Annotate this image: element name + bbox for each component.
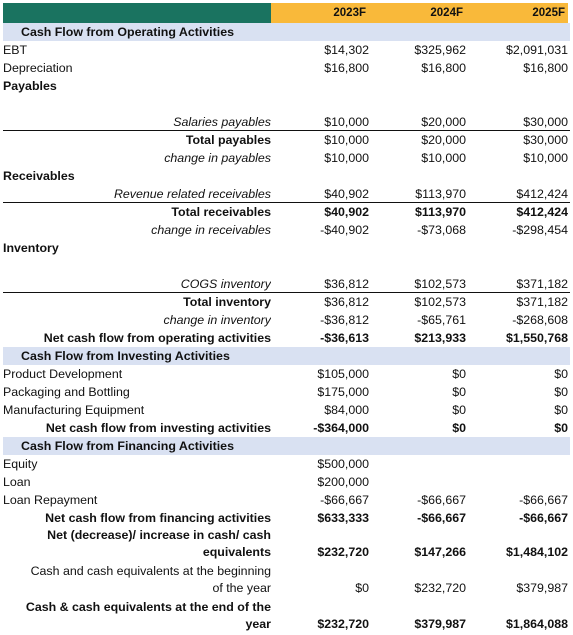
value-2024: $379,987 xyxy=(414,617,466,631)
row-total-payables xyxy=(3,131,570,149)
value-2024: $20,000 xyxy=(421,133,466,147)
value-2025: $10,000 xyxy=(523,151,568,165)
row-label xyxy=(3,527,271,563)
row-net-operating xyxy=(3,329,570,347)
value-2023: -$40,902 xyxy=(320,223,369,237)
row-loan-repayment xyxy=(3,491,570,509)
row-depreciation xyxy=(3,59,570,77)
row-label: Equity xyxy=(3,457,38,471)
value-2024: -$73,068 xyxy=(417,223,466,237)
value-2024: $0 xyxy=(452,385,466,399)
row-salaries-payables xyxy=(3,113,570,131)
value-2025: $2,091,031 xyxy=(505,43,568,57)
row-total-receivables xyxy=(3,203,570,221)
row-label: Salaries payables xyxy=(173,115,271,129)
value-2024: -$66,667 xyxy=(417,511,466,525)
year-2025-header: 2025F xyxy=(466,3,568,23)
value-2023: $232,720 xyxy=(317,617,369,631)
value-2023: -$364,000 xyxy=(313,421,369,435)
value-2023: $175,000 xyxy=(317,385,369,399)
row-label: Net cash flow from investing activities xyxy=(45,421,271,435)
value-2023: $10,000 xyxy=(324,115,369,129)
value-2025: -$66,667 xyxy=(519,493,568,507)
group-heading: Inventory xyxy=(3,241,59,255)
header-row xyxy=(3,3,570,23)
value-2024: $0 xyxy=(452,403,466,417)
section-title: Cash Flow from Operating Activities xyxy=(21,25,234,39)
row-inventory-heading xyxy=(3,239,570,257)
value-2023: $633,333 xyxy=(317,511,369,525)
row-label: Total receivables xyxy=(171,205,271,219)
value-2025: $371,182 xyxy=(516,277,568,291)
value-2025: $30,000 xyxy=(523,133,568,147)
row-cash-ending xyxy=(3,599,570,635)
row-ebt xyxy=(3,41,570,59)
row-manufacturing-equipment xyxy=(3,401,570,419)
row-label-line1: Net (decrease)/ increase in cash/ cash xyxy=(47,528,271,542)
value-2023: $36,812 xyxy=(324,277,369,291)
value-2025: $0 xyxy=(554,367,568,381)
value-2023: -$66,667 xyxy=(320,493,369,507)
value-2024: -$65,761 xyxy=(417,313,466,327)
value-2024: $10,000 xyxy=(421,151,466,165)
value-2025: $1,550,768 xyxy=(505,331,568,345)
value-2025: -$298,454 xyxy=(512,223,568,237)
value-2025: $412,424 xyxy=(516,205,568,219)
value-2024 xyxy=(369,473,466,491)
value-2024: $20,000 xyxy=(421,115,466,129)
value-2023: $14,302 xyxy=(324,43,369,57)
row-label xyxy=(3,599,271,635)
row-label: Revenue related receivables xyxy=(113,187,271,201)
value-2025: $379,987 xyxy=(516,581,568,595)
row-label: Manufacturing Equipment xyxy=(3,403,145,417)
value-2023: $232,720 xyxy=(317,545,369,559)
year-2024-header: 2024F xyxy=(369,3,466,23)
row-label: Packaging and Bottling xyxy=(3,385,130,399)
row-label-line2: equivalents xyxy=(202,545,271,559)
row-label-line2: year xyxy=(245,617,271,631)
value-2024 xyxy=(369,455,466,473)
row-loan xyxy=(3,473,570,491)
value-2025 xyxy=(466,473,568,491)
row-receivables-heading xyxy=(3,167,570,185)
row-payables-heading xyxy=(3,77,570,95)
value-2023: $84,000 xyxy=(324,403,369,417)
value-2024: $232,720 xyxy=(414,581,466,595)
row-net-investing xyxy=(3,419,570,437)
row-label: Net cash flow from operating activities xyxy=(43,331,271,345)
row-net-financing xyxy=(3,509,570,527)
section-title: Cash Flow from Financing Activities xyxy=(21,439,234,453)
value-2023: $500,000 xyxy=(317,457,369,471)
value-2024: $147,266 xyxy=(414,545,466,559)
value-2024: $102,573 xyxy=(414,295,466,309)
value-2025: $371,182 xyxy=(516,295,568,309)
value-2023: $0 xyxy=(355,581,369,595)
group-heading: Receivables xyxy=(3,169,75,183)
value-2023: $40,902 xyxy=(324,187,369,201)
row-label: EBT xyxy=(3,43,28,57)
value-2023: $10,000 xyxy=(324,151,369,165)
value-2023: $16,800 xyxy=(324,61,369,75)
value-2024: $16,800 xyxy=(421,61,466,75)
row-net-change-cash xyxy=(3,527,570,563)
value-2023: $200,000 xyxy=(317,475,369,489)
row-label: Net cash flow from financing activities xyxy=(45,511,271,525)
value-2023: -$36,812 xyxy=(320,313,369,327)
value-2024: $325,962 xyxy=(414,43,466,57)
row-equity xyxy=(3,455,570,473)
row-revenue-receivables xyxy=(3,185,570,203)
row-label: COGS inventory xyxy=(180,277,271,291)
value-2023: $40,902 xyxy=(324,205,369,219)
row-blank xyxy=(3,95,570,113)
row-label-line1: Cash and cash equivalents at the beginning xyxy=(30,564,271,578)
row-label: change in inventory xyxy=(163,313,271,327)
value-2025: $30,000 xyxy=(523,115,568,129)
row-label: change in receivables xyxy=(151,223,271,237)
section-investing xyxy=(3,347,570,365)
value-2025: $16,800 xyxy=(523,61,568,75)
section-financing xyxy=(3,437,570,455)
row-total-inventory xyxy=(3,293,570,311)
value-2024: $0 xyxy=(452,421,466,435)
value-2025: -$66,667 xyxy=(519,511,568,525)
value-2023: $105,000 xyxy=(317,367,369,381)
cash-flow-statement xyxy=(3,3,570,635)
row-change-inventory xyxy=(3,311,570,329)
row-label: Total inventory xyxy=(183,295,271,309)
value-2024: $0 xyxy=(452,367,466,381)
value-2025 xyxy=(466,455,568,473)
row-cash-beginning xyxy=(3,563,570,599)
row-label-line2: of the year xyxy=(212,581,271,595)
row-blank xyxy=(3,257,570,275)
value-2025: $412,424 xyxy=(516,187,568,201)
group-heading: Payables xyxy=(3,79,57,93)
header-corner xyxy=(3,3,271,23)
row-label: change in payables xyxy=(164,151,271,165)
value-2024: $113,970 xyxy=(415,187,466,201)
value-2023: $36,812 xyxy=(324,295,369,309)
row-label xyxy=(3,563,271,599)
value-2025: $0 xyxy=(554,403,568,417)
value-2025: $1,864,088 xyxy=(505,617,568,631)
row-product-development xyxy=(3,365,570,383)
year-2023-header: 2023F xyxy=(271,3,369,23)
value-2025: $0 xyxy=(554,385,568,399)
row-label: Loan Repayment xyxy=(3,493,98,507)
value-2025: $1,484,102 xyxy=(505,545,568,559)
value-2024: $102,573 xyxy=(414,277,466,291)
row-label: Depreciation xyxy=(3,61,73,75)
value-2024: $113,970 xyxy=(415,205,466,219)
value-2024: $213,933 xyxy=(414,331,466,345)
row-label: Total payables xyxy=(185,133,271,147)
value-2024: -$66,667 xyxy=(417,493,466,507)
value-2023: $10,000 xyxy=(324,133,369,147)
row-label: Product Development xyxy=(3,367,123,381)
row-packaging-bottling xyxy=(3,383,570,401)
row-label: Loan xyxy=(3,475,31,489)
row-label-line1: Cash & cash equivalents at the end of the xyxy=(25,600,271,614)
section-title: Cash Flow from Investing Activities xyxy=(21,349,230,363)
value-2025: $0 xyxy=(554,421,568,435)
row-cogs-inventory xyxy=(3,275,570,293)
value-2023: -$36,613 xyxy=(320,331,369,345)
section-operating xyxy=(3,23,570,41)
value-2025: -$268,608 xyxy=(512,313,568,327)
row-change-payables xyxy=(3,149,570,167)
row-change-receivables xyxy=(3,221,570,239)
